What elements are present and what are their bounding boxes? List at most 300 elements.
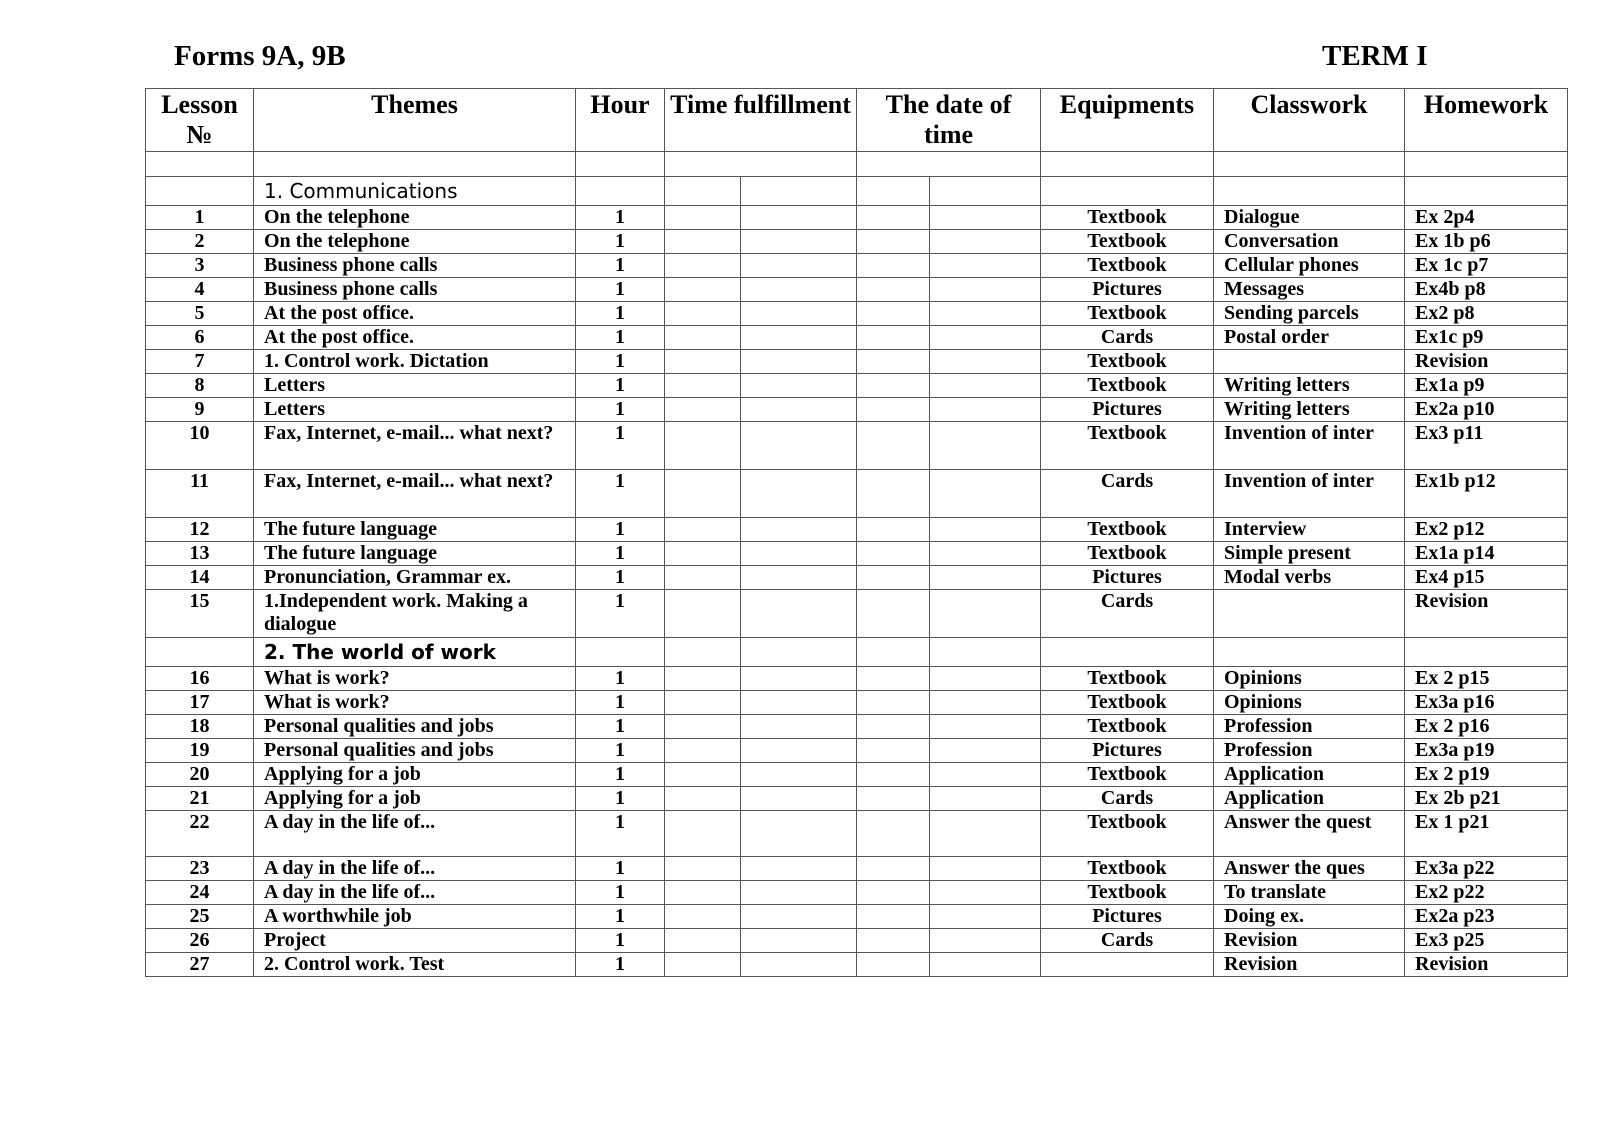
- classwork-cell: Invention of inter: [1214, 422, 1405, 470]
- time-fulfillment-cell-b: [741, 905, 857, 929]
- date-cell-a: [857, 811, 930, 857]
- table-row: [146, 811, 1568, 857]
- time-fulfillment-cell-a: [665, 953, 741, 977]
- lesson-number-cell: 5: [146, 302, 254, 326]
- time-fulfillment-cell-a: [665, 787, 741, 811]
- time-fulfillment-cell-a: [665, 566, 741, 590]
- section-title: 2. The world of work: [254, 638, 576, 667]
- lesson-number-cell: 16: [146, 667, 254, 691]
- date-cell-b: [930, 350, 1041, 374]
- date-cell-b: [930, 881, 1041, 905]
- time-fulfillment-cell-a: [665, 881, 741, 905]
- lesson-number-cell: 22: [146, 811, 254, 857]
- hour-cell: 1: [576, 230, 665, 254]
- hour-cell: 1: [576, 518, 665, 542]
- hour-cell: 1: [576, 763, 665, 787]
- hour-cell: 1: [576, 542, 665, 566]
- date-cell-a: [857, 691, 930, 715]
- classwork-cell: Modal verbs: [1214, 566, 1405, 590]
- table-row: [146, 857, 1568, 881]
- empty-cell: [930, 638, 1041, 667]
- theme-cell: Business phone calls: [254, 254, 576, 278]
- date-cell-a: [857, 422, 930, 470]
- col-header-equipments: Equipments: [1041, 89, 1214, 152]
- time-fulfillment-cell-a: [665, 326, 741, 350]
- homework-cell: Ex1c p9: [1405, 326, 1568, 350]
- homework-cell: Ex 2b p21: [1405, 787, 1568, 811]
- time-fulfillment-cell-a: [665, 763, 741, 787]
- equipment-cell: Cards: [1041, 326, 1214, 350]
- equipment-cell: Pictures: [1041, 398, 1214, 422]
- time-fulfillment-cell-a: [665, 811, 741, 857]
- classwork-cell: Opinions: [1214, 667, 1405, 691]
- time-fulfillment-cell-b: [741, 302, 857, 326]
- theme-cell: What is work?: [254, 691, 576, 715]
- equipment-cell: Pictures: [1041, 739, 1214, 763]
- hour-cell: 1: [576, 857, 665, 881]
- theme-cell: A day in the life of...: [254, 857, 576, 881]
- equipment-cell: Cards: [1041, 787, 1214, 811]
- table-row: [146, 929, 1568, 953]
- equipment-cell: Pictures: [1041, 278, 1214, 302]
- hour-cell: 1: [576, 739, 665, 763]
- table-row: [146, 715, 1568, 739]
- classwork-cell: Postal order: [1214, 326, 1405, 350]
- theme-cell: At the post office.: [254, 326, 576, 350]
- homework-cell: Ex1a p14: [1405, 542, 1568, 566]
- classwork-cell: Profession: [1214, 739, 1405, 763]
- empty-cell: [857, 638, 930, 667]
- homework-cell: Ex 2p4: [1405, 206, 1568, 230]
- theme-cell: Applying for a job: [254, 763, 576, 787]
- section-row: [146, 638, 1568, 667]
- time-fulfillment-cell-b: [741, 422, 857, 470]
- homework-cell: Ex3 p11: [1405, 422, 1568, 470]
- col-header-date: The date of time: [857, 89, 1041, 152]
- hour-cell: 1: [576, 398, 665, 422]
- date-cell-b: [930, 667, 1041, 691]
- date-cell-a: [857, 278, 930, 302]
- homework-cell: Ex2 p22: [1405, 881, 1568, 905]
- homework-cell: Ex2 p8: [1405, 302, 1568, 326]
- time-fulfillment-cell-a: [665, 302, 741, 326]
- empty-cell: [576, 177, 665, 206]
- hour-cell: 1: [576, 811, 665, 857]
- table-header-row: [146, 89, 1568, 152]
- empty-cell: [665, 152, 857, 177]
- section-title: 1. Communications: [254, 177, 576, 206]
- time-fulfillment-cell-b: [741, 787, 857, 811]
- time-fulfillment-cell-b: [741, 691, 857, 715]
- time-fulfillment-cell-a: [665, 230, 741, 254]
- empty-cell: [254, 152, 576, 177]
- theme-cell: On the telephone: [254, 206, 576, 230]
- date-cell-b: [930, 254, 1041, 278]
- lesson-number-cell: 18: [146, 715, 254, 739]
- lesson-number-cell: 11: [146, 470, 254, 518]
- date-cell-b: [930, 326, 1041, 350]
- homework-cell: Ex3a p22: [1405, 857, 1568, 881]
- lesson-number-cell: 9: [146, 398, 254, 422]
- equipment-cell: Textbook: [1041, 811, 1214, 857]
- homework-cell: Ex 1c p7: [1405, 254, 1568, 278]
- time-fulfillment-cell-b: [741, 811, 857, 857]
- theme-cell: On the telephone: [254, 230, 576, 254]
- col-header-themes: Themes: [254, 89, 576, 152]
- date-cell-a: [857, 254, 930, 278]
- time-fulfillment-cell-a: [665, 590, 741, 638]
- equipment-cell: Cards: [1041, 470, 1214, 518]
- term-heading: TERM I: [1322, 40, 1428, 72]
- date-cell-a: [857, 350, 930, 374]
- theme-cell: Fax, Internet, e-mail... what next?: [254, 422, 576, 470]
- theme-cell: Fax, Internet, e-mail... what next?: [254, 470, 576, 518]
- time-fulfillment-cell-a: [665, 691, 741, 715]
- date-cell-a: [857, 518, 930, 542]
- theme-cell: At the post office.: [254, 302, 576, 326]
- homework-cell: Ex 2 p19: [1405, 763, 1568, 787]
- time-fulfillment-cell-a: [665, 905, 741, 929]
- hour-cell: 1: [576, 302, 665, 326]
- equipment-cell: Textbook: [1041, 763, 1214, 787]
- date-cell-a: [857, 857, 930, 881]
- classwork-cell: Application: [1214, 763, 1405, 787]
- date-cell-a: [857, 739, 930, 763]
- spacer-row: [146, 152, 1568, 177]
- col-header-homework: Homework: [1405, 89, 1568, 152]
- classwork-cell: Profession: [1214, 715, 1405, 739]
- equipment-cell: Textbook: [1041, 881, 1214, 905]
- table-row: [146, 326, 1568, 350]
- lesson-number-cell: 21: [146, 787, 254, 811]
- equipment-cell: Textbook: [1041, 518, 1214, 542]
- date-cell-a: [857, 881, 930, 905]
- classwork-cell: Sending parcels: [1214, 302, 1405, 326]
- time-fulfillment-cell-b: [741, 398, 857, 422]
- time-fulfillment-cell-a: [665, 422, 741, 470]
- empty-cell: [857, 152, 1041, 177]
- equipment-cell: Textbook: [1041, 715, 1214, 739]
- classwork-cell: Doing ex.: [1214, 905, 1405, 929]
- col-header-time-fulfillment: Time fulfillment: [665, 89, 857, 152]
- hour-cell: 1: [576, 422, 665, 470]
- lesson-number-cell: 2: [146, 230, 254, 254]
- date-cell-a: [857, 374, 930, 398]
- time-fulfillment-cell-a: [665, 518, 741, 542]
- classwork-cell: Writing letters: [1214, 374, 1405, 398]
- date-cell-b: [930, 566, 1041, 590]
- theme-cell: 2. Control work. Test: [254, 953, 576, 977]
- time-fulfillment-cell-b: [741, 739, 857, 763]
- classwork-cell: Application: [1214, 787, 1405, 811]
- time-fulfillment-cell-a: [665, 542, 741, 566]
- time-fulfillment-cell-a: [665, 278, 741, 302]
- equipment-cell: Textbook: [1041, 857, 1214, 881]
- time-fulfillment-cell-a: [665, 715, 741, 739]
- date-cell-b: [930, 302, 1041, 326]
- classwork-cell: Conversation: [1214, 230, 1405, 254]
- equipment-cell: Textbook: [1041, 302, 1214, 326]
- table-row: [146, 566, 1568, 590]
- table-row: [146, 590, 1568, 638]
- date-cell-a: [857, 206, 930, 230]
- date-cell-a: [857, 953, 930, 977]
- homework-cell: Ex 2 p15: [1405, 667, 1568, 691]
- homework-cell: Ex 1 p21: [1405, 811, 1568, 857]
- table-row: [146, 302, 1568, 326]
- date-cell-a: [857, 905, 930, 929]
- theme-cell: The future language: [254, 542, 576, 566]
- lesson-number-cell: 27: [146, 953, 254, 977]
- homework-cell: Ex3a p16: [1405, 691, 1568, 715]
- table-row: [146, 763, 1568, 787]
- date-cell-b: [930, 470, 1041, 518]
- hour-cell: 1: [576, 905, 665, 929]
- theme-cell: 1. Control work. Dictation: [254, 350, 576, 374]
- table-row: [146, 881, 1568, 905]
- equipment-cell: Textbook: [1041, 422, 1214, 470]
- lesson-number-cell: 1: [146, 206, 254, 230]
- lesson-number-cell: 25: [146, 905, 254, 929]
- hour-cell: 1: [576, 953, 665, 977]
- homework-cell: Revision: [1405, 350, 1568, 374]
- empty-cell: [930, 177, 1041, 206]
- theme-cell: A worthwhile job: [254, 905, 576, 929]
- date-cell-b: [930, 590, 1041, 638]
- date-cell-b: [930, 518, 1041, 542]
- classwork-cell: [1214, 350, 1405, 374]
- theme-cell: Business phone calls: [254, 278, 576, 302]
- hour-cell: 1: [576, 691, 665, 715]
- date-cell-b: [930, 929, 1041, 953]
- equipment-cell: Pictures: [1041, 566, 1214, 590]
- time-fulfillment-cell-b: [741, 254, 857, 278]
- table-row: [146, 905, 1568, 929]
- homework-cell: Ex 2 p16: [1405, 715, 1568, 739]
- date-cell-a: [857, 763, 930, 787]
- date-cell-b: [930, 763, 1041, 787]
- time-fulfillment-cell-a: [665, 739, 741, 763]
- empty-cell: [146, 152, 254, 177]
- theme-cell: Letters: [254, 374, 576, 398]
- table-row: [146, 350, 1568, 374]
- time-fulfillment-cell-a: [665, 470, 741, 518]
- time-fulfillment-cell-b: [741, 230, 857, 254]
- theme-cell: A day in the life of...: [254, 811, 576, 857]
- lesson-number-cell: 8: [146, 374, 254, 398]
- date-cell-a: [857, 302, 930, 326]
- homework-cell: Ex4 p15: [1405, 566, 1568, 590]
- hour-cell: 1: [576, 787, 665, 811]
- homework-cell: Ex4b p8: [1405, 278, 1568, 302]
- time-fulfillment-cell-a: [665, 857, 741, 881]
- empty-cell: [665, 638, 741, 667]
- lesson-number-cell: 26: [146, 929, 254, 953]
- equipment-cell: Textbook: [1041, 542, 1214, 566]
- equipment-cell: Cards: [1041, 590, 1214, 638]
- classwork-cell: Answer the ques: [1214, 857, 1405, 881]
- classwork-cell: Answer the quest: [1214, 811, 1405, 857]
- classwork-cell: Writing letters: [1214, 398, 1405, 422]
- time-fulfillment-cell-a: [665, 667, 741, 691]
- equipment-cell: Pictures: [1041, 905, 1214, 929]
- date-cell-b: [930, 422, 1041, 470]
- classwork-cell: To translate: [1214, 881, 1405, 905]
- equipment-cell: Textbook: [1041, 206, 1214, 230]
- table-row: [146, 787, 1568, 811]
- empty-cell: [1041, 638, 1214, 667]
- date-cell-b: [930, 811, 1041, 857]
- theme-cell: Pronunciation, Grammar ex.: [254, 566, 576, 590]
- lesson-number-cell: 20: [146, 763, 254, 787]
- table-row: [146, 953, 1568, 977]
- time-fulfillment-cell-a: [665, 254, 741, 278]
- classwork-cell: Invention of inter: [1214, 470, 1405, 518]
- empty-cell: [1214, 638, 1405, 667]
- date-cell-b: [930, 230, 1041, 254]
- hour-cell: 1: [576, 326, 665, 350]
- lesson-number-cell: 4: [146, 278, 254, 302]
- time-fulfillment-cell-a: [665, 398, 741, 422]
- table-row: [146, 230, 1568, 254]
- time-fulfillment-cell-b: [741, 590, 857, 638]
- empty-cell: [741, 638, 857, 667]
- empty-cell: [857, 177, 930, 206]
- date-cell-a: [857, 715, 930, 739]
- equipment-cell: Textbook: [1041, 667, 1214, 691]
- lesson-plan-table: [145, 88, 1568, 977]
- time-fulfillment-cell-b: [741, 857, 857, 881]
- time-fulfillment-cell-b: [741, 542, 857, 566]
- classwork-cell: Dialogue: [1214, 206, 1405, 230]
- equipment-cell: Textbook: [1041, 691, 1214, 715]
- theme-cell: Personal qualities and jobs: [254, 715, 576, 739]
- equipment-cell: Cards: [1041, 929, 1214, 953]
- empty-cell: [1214, 152, 1405, 177]
- table-row: [146, 518, 1568, 542]
- homework-cell: Revision: [1405, 590, 1568, 638]
- time-fulfillment-cell-b: [741, 374, 857, 398]
- theme-cell: A day in the life of...: [254, 881, 576, 905]
- classwork-cell: Interview: [1214, 518, 1405, 542]
- time-fulfillment-cell-b: [741, 715, 857, 739]
- time-fulfillment-cell-b: [741, 566, 857, 590]
- lesson-number-cell: [146, 638, 254, 667]
- equipment-cell: Textbook: [1041, 350, 1214, 374]
- date-cell-b: [930, 953, 1041, 977]
- date-cell-b: [930, 398, 1041, 422]
- time-fulfillment-cell-a: [665, 206, 741, 230]
- date-cell-a: [857, 787, 930, 811]
- time-fulfillment-cell-b: [741, 350, 857, 374]
- hour-cell: 1: [576, 667, 665, 691]
- lesson-number-cell: 7: [146, 350, 254, 374]
- empty-cell: [1405, 152, 1568, 177]
- theme-cell: What is work?: [254, 667, 576, 691]
- empty-cell: [665, 177, 741, 206]
- date-cell-b: [930, 374, 1041, 398]
- classwork-cell: [1214, 590, 1405, 638]
- date-cell-b: [930, 278, 1041, 302]
- homework-cell: Ex2 p12: [1405, 518, 1568, 542]
- homework-cell: Ex3 p25: [1405, 929, 1568, 953]
- date-cell-b: [930, 787, 1041, 811]
- homework-cell: Ex2a p23: [1405, 905, 1568, 929]
- lesson-number-cell: 24: [146, 881, 254, 905]
- date-cell-b: [930, 739, 1041, 763]
- date-cell-b: [930, 715, 1041, 739]
- time-fulfillment-cell-b: [741, 953, 857, 977]
- equipment-cell: Textbook: [1041, 230, 1214, 254]
- date-cell-a: [857, 590, 930, 638]
- lesson-number-cell: 17: [146, 691, 254, 715]
- homework-cell: Revision: [1405, 953, 1568, 977]
- hour-cell: 1: [576, 715, 665, 739]
- theme-cell: Letters: [254, 398, 576, 422]
- col-header-lesson: Lesson №: [146, 89, 254, 152]
- empty-cell: [576, 638, 665, 667]
- lesson-number-cell: [146, 177, 254, 206]
- lesson-number-cell: 15: [146, 590, 254, 638]
- equipment-cell: Textbook: [1041, 254, 1214, 278]
- time-fulfillment-cell-b: [741, 763, 857, 787]
- table-row: [146, 667, 1568, 691]
- equipment-cell: [1041, 953, 1214, 977]
- table-row: [146, 398, 1568, 422]
- table-row: [146, 374, 1568, 398]
- empty-cell: [1041, 177, 1214, 206]
- date-cell-b: [930, 691, 1041, 715]
- equipment-cell: Textbook: [1041, 374, 1214, 398]
- lesson-number-cell: 12: [146, 518, 254, 542]
- date-cell-a: [857, 929, 930, 953]
- table-row: [146, 422, 1568, 470]
- empty-cell: [1405, 177, 1568, 206]
- lesson-number-cell: 6: [146, 326, 254, 350]
- date-cell-a: [857, 542, 930, 566]
- time-fulfillment-cell-b: [741, 881, 857, 905]
- hour-cell: 1: [576, 206, 665, 230]
- hour-cell: 1: [576, 590, 665, 638]
- lesson-number-cell: 3: [146, 254, 254, 278]
- col-header-classwork: Classwork: [1214, 89, 1405, 152]
- hour-cell: 1: [576, 350, 665, 374]
- homework-cell: Ex3a p19: [1405, 739, 1568, 763]
- table-row: [146, 278, 1568, 302]
- empty-cell: [1214, 177, 1405, 206]
- table-row: [146, 739, 1568, 763]
- theme-cell: 1.Independent work. Making a dialogue: [254, 590, 576, 638]
- homework-cell: Ex 1b p6: [1405, 230, 1568, 254]
- classwork-cell: Opinions: [1214, 691, 1405, 715]
- time-fulfillment-cell-a: [665, 350, 741, 374]
- section-row: [146, 177, 1568, 206]
- lesson-number-cell: 23: [146, 857, 254, 881]
- date-cell-a: [857, 398, 930, 422]
- lesson-number-cell: 14: [146, 566, 254, 590]
- time-fulfillment-cell-b: [741, 278, 857, 302]
- hour-cell: 1: [576, 881, 665, 905]
- empty-cell: [1041, 152, 1214, 177]
- homework-cell: Ex2a p10: [1405, 398, 1568, 422]
- hour-cell: 1: [576, 374, 665, 398]
- table-row: [146, 254, 1568, 278]
- empty-cell: [741, 177, 857, 206]
- empty-cell: [576, 152, 665, 177]
- table-body: [146, 152, 1568, 977]
- table-row: [146, 206, 1568, 230]
- classwork-cell: Simple present: [1214, 542, 1405, 566]
